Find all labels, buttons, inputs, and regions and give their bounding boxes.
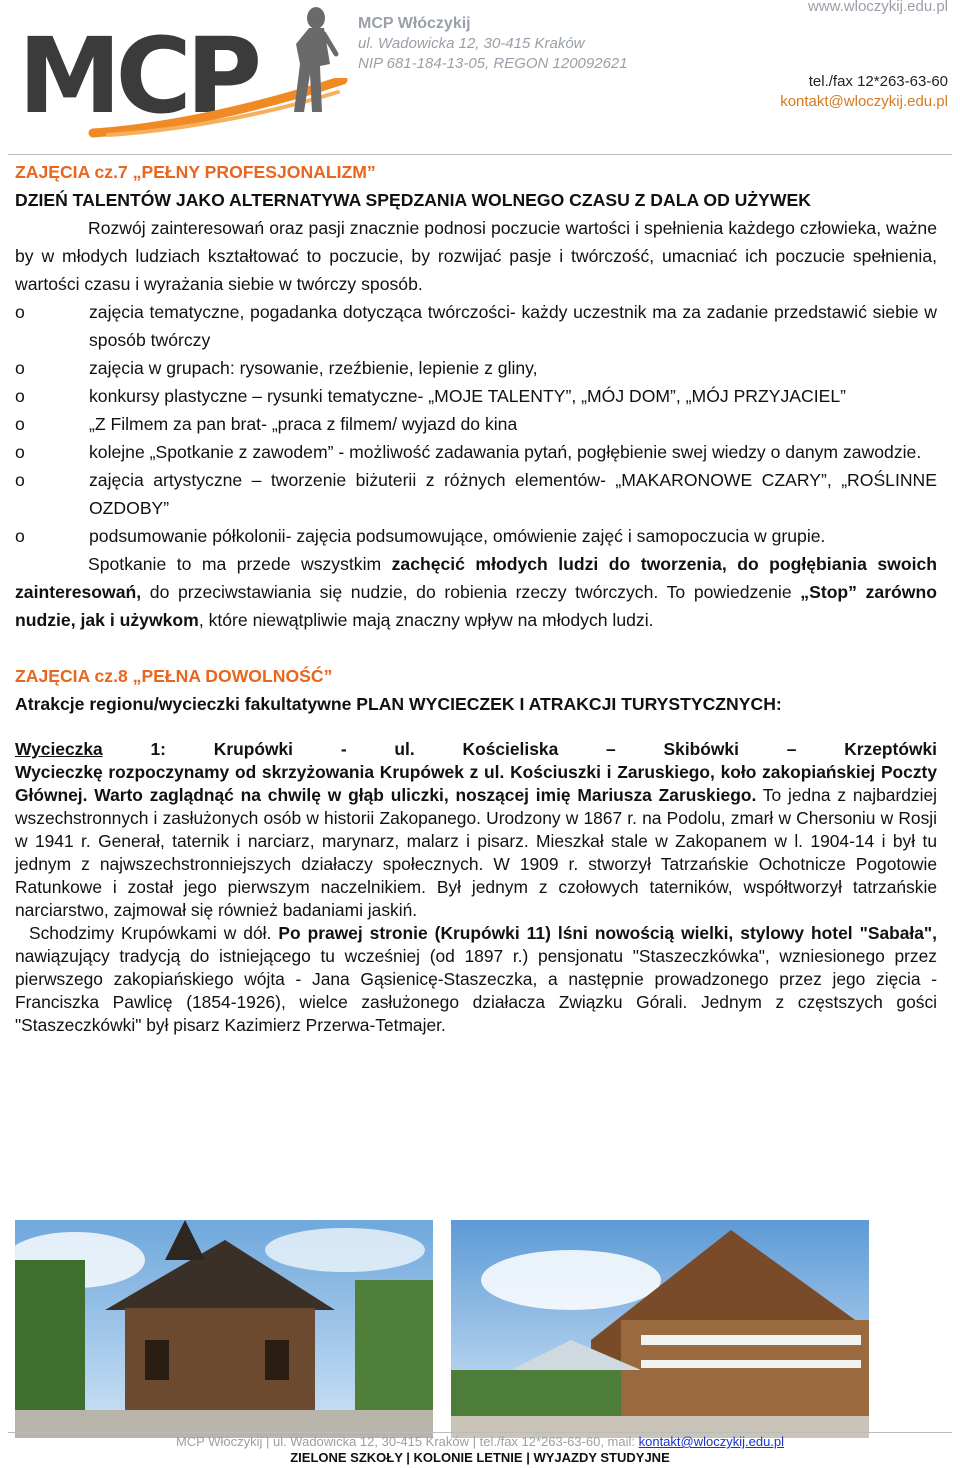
section8-title: ZAJĘCIA cz.8 „PEŁNA DOWOLNOŚĆ” — [15, 666, 333, 686]
section7-intro: Rozwój zainteresowań oraz pasji znacznie podnosi poczucie wartości i spełnienia każdego człowieka, ważne by w młodych ludziach kształtować to poczucie, by rozwijać pasje i twórczość, umacniać ich poczucie spełnienia, wartości czasu i wyrażania siebie w twórczy sposób. — [15, 218, 937, 294]
list-item: o podsumowanie półkolonii- zajęcia podsumowujące, omówienie zajęć i samopoczucia w grupie. — [15, 526, 826, 546]
footer-email-link[interactable]: kontakt@wloczykij.edu.pl — [638, 1434, 785, 1449]
page-header — [0, 0, 960, 140]
trip-paragraph-1: Wycieczkę rozpoczynamy od skrzyżowania Krupówek z ul. Kościuszki i Zaruskiego, koło zakopiańskiej Poczty Głównej. Warto zaglądnąć na chwilę w głąb uliczki, noszącej imię Mariusza Zaruskiego. To jedna z najbardziej wszechstronnych i zasłużonych osób w historii Zakopanego. Urodzony w 1867 r. na Podolu, zmarł w Chersoniu w Rosji w 1941 r. Generał, taternik i narciarz, marynarz, malarz i pisarz. Mieszkał stale w Zakopanem w l. 1904-14 i był tu jednym z najwszechstronniejszych działaczy społecznych. W 1909 r. stworzył Tatrzańskie Ochotnicze Pogotowie Ratunkowe i został jego pierwszym naczelnikiem. Był jednym z czołowych taterników, współtworzył tatrzańskie narciarstwo, zajmował się również badaniami jaskiń. — [15, 762, 937, 920]
photo-hotel-sabala — [451, 1220, 869, 1438]
photo-wooden-church — [15, 1220, 433, 1438]
list-item: o „Z Filmem za pan brat- „praca z filmem/ wyjazd do kina — [15, 414, 518, 434]
list-item: o zajęcia tematyczne, pogadanka dotycząca twórczości- każdy uczestnik ma za zadanie przedstawić siebie w sposób twórczy — [15, 302, 937, 350]
footer-tagline: ZIELONE SZKOŁY | KOLONIE LETNIE | WYJAZDY STUDYJNE — [290, 1450, 670, 1465]
footer-contact: MCP Włóczykij | ul. Wadowicka 12, 30-415 Kraków | tel./fax 12*263-63-60, mail: kontakt@wloczykij.edu.pl — [175, 1434, 785, 1449]
email-link[interactable]: kontakt@wloczykij.edu.pl — [780, 93, 948, 110]
mcp-logo — [18, 4, 348, 137]
company-info — [358, 14, 628, 74]
wanderer-figure-icon — [276, 4, 346, 119]
photo-strip — [15, 1220, 870, 1440]
list-item: o kolejne „Spotkanie z zawodem” - możliwość zadawania pytań, pogłębienie swej wiedzy o danym zawodzie. — [15, 442, 922, 462]
trip-heading: Wycieczka 1: Krupówki - ul. Kościeliska – Skibówki – Krzeptówki — [15, 739, 937, 759]
list-item: o zajęcia artystyczne – tworzenie biżuterii z różnych elementów- „MAKARONOWE CZARY”, „ROŚLINNE OZDOBY” — [15, 470, 937, 518]
section7-subtitle: DZIEŃ TALENTÓW JAKO ALTERNATYWA SPĘDZANIA WOLNEGO CZASU Z DALA OD UŻYWEK — [15, 190, 811, 210]
section7-title: ZAJĘCIA cz.7 „PEŁNY PROFESJONALIZM” — [15, 162, 376, 182]
footer-divider — [8, 1432, 952, 1433]
header-divider — [8, 154, 952, 155]
main-content — [15, 158, 937, 1037]
phone-number: tel./fax 12*263-63-60 — [808, 73, 948, 90]
list-item: o zajęcia w grupach: rysowanie, rzeźbienie, lepienie z gliny, — [15, 358, 538, 378]
website-link[interactable]: www.wloczykij.edu.pl — [807, 0, 948, 15]
company-name: MCP Włóczykij — [358, 15, 471, 32]
contact-info — [780, 72, 948, 112]
section8-subtitle: Atrakcje regionu/wycieczki fakultatywne PLAN WYCIECZEK I ATRAKCJI TURYSTYCZNYCH: — [15, 694, 782, 714]
section7-closing: Spotkanie to ma przede wszystkim zachęcić młodych ludzi do tworzenia, do pogłębiania swoich zainteresowań, do przeciwstawiania się nudzie, do robienia rzeczy twórczych. To powiedzenie „Stop” zarówno nudzie, jak i używkom, które niewątpliwie mają znaczny wpływ na młodych ludzi. — [15, 554, 937, 630]
page-footer — [0, 1434, 960, 1466]
list-item: o konkursy plastyczne – rysunki tematyczne- „MOJE TALENTY”, „MÓJ DOM”, „MÓJ PRZYJACIEL” — [15, 386, 846, 406]
section8-body — [15, 738, 937, 1037]
trip-paragraph-2: Schodzimy Krupówkami w dół. Po prawej stronie (Krupówki 11) lśni nowością wielki, stylowy hotel "Sabała", nawiązujący tradycją do istniejącego tu wcześniej (od 1897 r.) pensjonatu "Staszeczkówka", wzniesionego przez pierwszego zakopiańskiego wójta - Jana Gąsienicę-Staszeczka, a następnie prowadzonego przez jego zięcia - Franciszka Pawlicę (1854-1926), wielce zasłużonego działacza Związku Górali. Jednym z częstszych gości "Staszeczkówki" był pisarz Kazimierz Przerwa-Tetmajer. — [15, 923, 937, 1035]
company-address: ul. Wadowicka 12, 30-415 Kraków — [358, 35, 585, 52]
section7-list — [15, 298, 937, 550]
logo-text: MCP — [18, 15, 257, 137]
company-ids: NIP 681-184-13-05, REGON 120092621 — [358, 55, 628, 72]
